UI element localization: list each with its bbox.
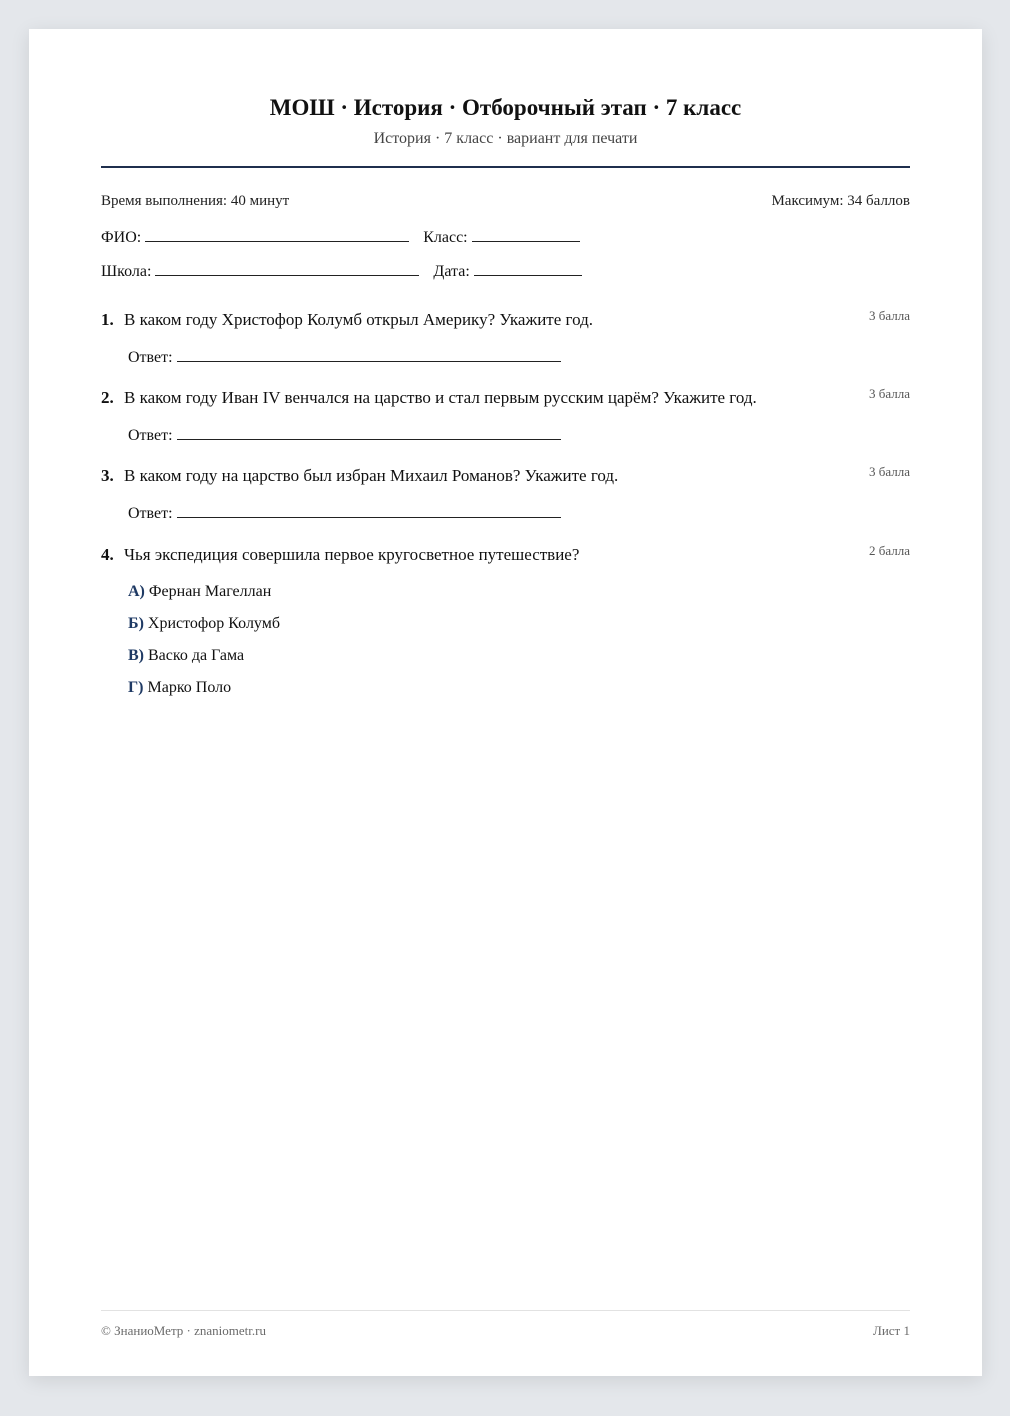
option-text: Фернан Магеллан <box>148 583 272 600</box>
date-field[interactable] <box>474 260 582 276</box>
question-number: 3. <box>101 466 114 485</box>
answer-field[interactable] <box>177 424 561 440</box>
answer-field[interactable] <box>177 346 561 362</box>
page-subtitle: История · 7 класс · вариант для печати <box>373 130 638 147</box>
option-letter: Б) <box>128 615 144 632</box>
question-points: 3 балла <box>869 308 910 323</box>
answer-row <box>128 424 910 445</box>
option-letter: Г) <box>128 679 144 696</box>
question-3 <box>101 466 910 523</box>
header-divider <box>101 166 910 168</box>
footer-divider <box>101 1310 910 1311</box>
class-label: Класс: <box>423 229 468 246</box>
option-letter: А) <box>128 583 145 600</box>
option-text: Васко да Гама <box>148 647 245 664</box>
question-number: 2. <box>101 388 114 407</box>
question-header <box>101 545 910 565</box>
school-date-row <box>101 260 582 281</box>
question-points: 3 балла <box>869 386 910 401</box>
fio-label: ФИО: <box>101 229 142 246</box>
question-number: 4. <box>101 545 114 564</box>
option-b[interactable] <box>128 615 910 633</box>
school-label: Школа: <box>101 263 152 280</box>
date-label: Дата: <box>433 263 470 280</box>
question-text: В каком году Христофор Колумб открыл Америку? Укажите год. <box>124 310 593 329</box>
fio-class-row <box>101 226 580 247</box>
question-header <box>101 310 910 330</box>
question-header <box>101 388 910 408</box>
option-text: Марко Поло <box>147 679 232 696</box>
time-limit: Время выполнения: 40 минут <box>101 193 290 209</box>
class-field[interactable] <box>472 226 580 242</box>
answer-options <box>128 583 910 697</box>
question-points: 3 балла <box>869 464 910 479</box>
answer-label: Ответ: <box>128 505 173 522</box>
document-page <box>29 29 982 1376</box>
footer-copyright: © ЗнаниоМетр · znaniometr.ru <box>101 1323 266 1338</box>
page-content <box>101 29 910 1376</box>
question-number: 1. <box>101 310 114 329</box>
answer-row <box>128 502 910 523</box>
option-a[interactable] <box>128 583 910 601</box>
page-title: МОШ · История · Отборочный этап · 7 класс <box>269 95 742 120</box>
answer-label: Ответ: <box>128 427 173 444</box>
option-c[interactable] <box>128 647 910 665</box>
option-letter: В) <box>128 647 144 664</box>
question-4 <box>101 545 910 711</box>
option-text: Христофор Колумб <box>147 615 280 632</box>
school-field[interactable] <box>155 260 419 276</box>
question-text: В каком году на царство был избран Михаил Романов? Укажите год. <box>124 466 619 485</box>
page-number: Лист 1 <box>873 1323 910 1338</box>
question-text: Чья экспедиция совершила первое кругосветное путешествие? <box>124 545 580 564</box>
answer-field[interactable] <box>177 502 561 518</box>
question-2 <box>101 388 910 445</box>
fio-field[interactable] <box>145 226 409 242</box>
answer-row <box>128 346 910 367</box>
answer-label: Ответ: <box>128 349 173 366</box>
max-score: Максимум: 34 баллов <box>771 193 910 209</box>
question-header <box>101 466 910 486</box>
question-text: В каком году Иван IV венчался на царство и стал первым русским царём? Укажите год. <box>124 388 757 407</box>
option-d[interactable] <box>128 679 910 697</box>
question-1 <box>101 310 910 367</box>
question-points: 2 балла <box>869 543 910 558</box>
